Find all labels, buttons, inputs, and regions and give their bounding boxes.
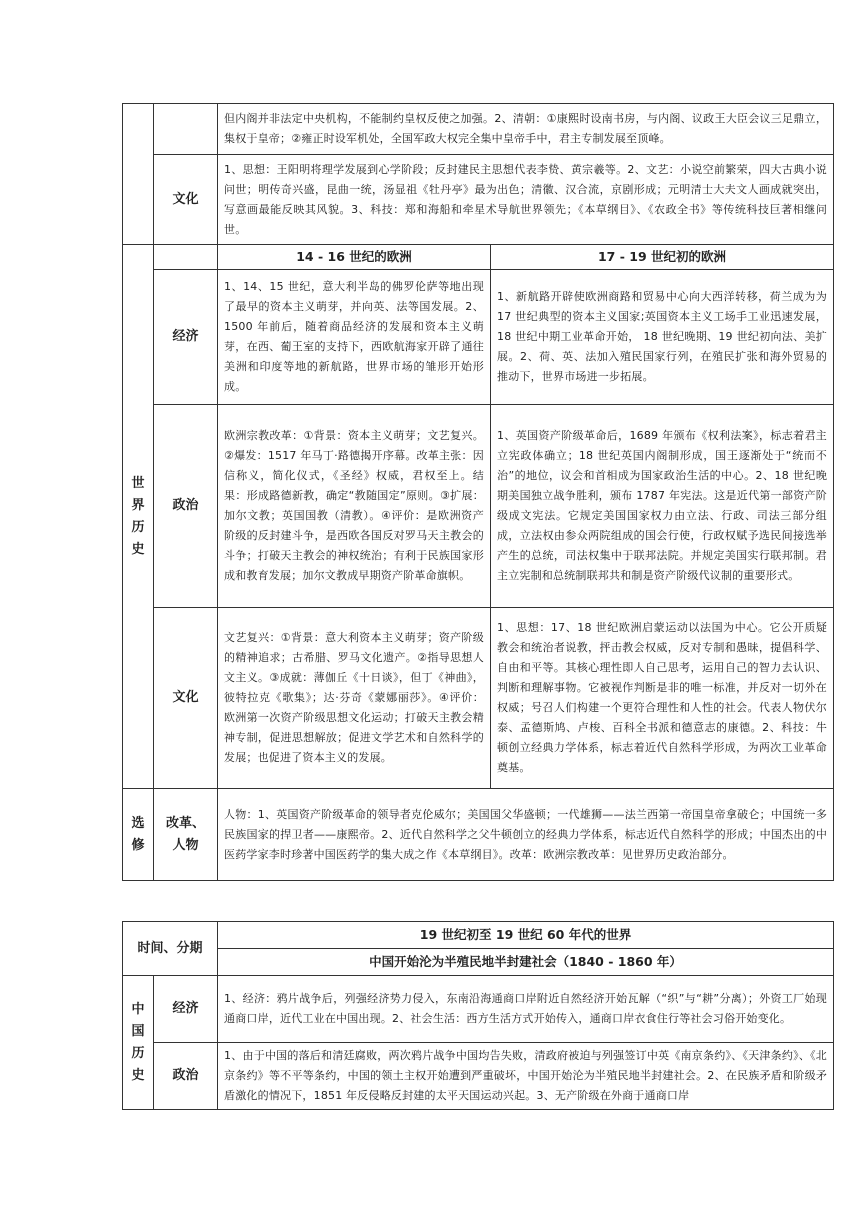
world-history-label bbox=[123, 245, 154, 789]
world-culture-14-16-text: 文艺复兴：①背景：意大利资本主义萌芽；资产阶级的精神追求；古希腊、罗马文化遗产。②指导思想人文主义。③成就：薄伽丘《十日谈》，但丁《神曲》，彼特拉克《歌集》；达·芬奇《蒙娜丽莎》。④评价：欧洲第一次资产阶级思想文化运动；打破天主教会精神专制，促进思想解放；促进文学艺术和自然科学的发展；也促进了资本主义的发展。 bbox=[218, 608, 491, 789]
period-subtitle: 中国开始沦为半殖民地半封建社会（1840 - 1860 年） bbox=[218, 949, 834, 976]
world-economy-17-19-text: 1、新航路开辟使欧洲商路和贸易中心向大西洋转移，荷兰成为为 17 世纪典型的资本主义国家;英国资本主义工场手工业迅速发展，18 世纪中期工业革命开始， 18 世纪晚期、19 世纪初向法、美扩展。2、荷、英、法加入殖民国家行列，在殖民扩张和海外贸易的推动下，世界市场进一步拓展。 bbox=[491, 270, 834, 405]
europe-17-19-title: 17 - 19 世纪初的欧洲 bbox=[491, 245, 834, 270]
china-economy-row bbox=[123, 976, 834, 1043]
elective-row bbox=[123, 789, 834, 881]
world-economy-row bbox=[123, 270, 834, 405]
china-politics-continued-text: 但内阁并非法定中央机构，不能制约皇权反使之加强。2、清朝：①康熙时设南书房，与内阁、议政王大臣会议三足鼎立，集权于皇帝；②雍正时设军机处，全国军政大权完全集中皇帝手中，君主专制发展至顶峰。 bbox=[218, 104, 834, 155]
history-table-upper bbox=[122, 103, 834, 881]
china-culture-row bbox=[123, 155, 834, 245]
history-table-lower bbox=[122, 921, 834, 1110]
china-politics-text: 1、由于中国的落后和清廷腐败，两次鸦片战争中国均告失败，清政府被迫与列强签订中英《南京条约》、《天津条约》、《北京条约》等不平等条约，中国的领土主权开始遭到严重破坏，中国开始沦为半殖民地半封建社会。2、在民族矛盾和阶级矛盾激化的情况下，1851 年反侵略反封建的太平天国运动兴起。3、无产阶级在外商于通商口岸 bbox=[218, 1043, 834, 1110]
time-period-label: 时间、分期 bbox=[123, 922, 218, 976]
elective-label bbox=[123, 789, 154, 881]
period-title: 19 世纪初至 19 世纪 60 年代的世界 bbox=[218, 922, 834, 949]
china-politics-label: 政治 bbox=[154, 1043, 218, 1110]
world-politics-label: 政治 bbox=[154, 405, 218, 608]
elective-sub-label bbox=[154, 789, 218, 881]
china-economy-label: 经济 bbox=[154, 976, 218, 1043]
world-economy-label: 经济 bbox=[154, 270, 218, 405]
world-economy-14-16-text: 1、14、15 世纪，意大利半岛的佛罗伦萨等地出现了最早的资本主义萌芽，并向英、法等国发展。2、1500 年前后，随着商品经济的发展和资本主义萌芽，在西、葡王室的支持下，西欧航海家开辟了通往美洲和印度等地的新航路，世界市场的雏形开始形成。 bbox=[218, 270, 491, 405]
world-history-label-text: 世界历史 bbox=[131, 475, 145, 557]
period-title-row bbox=[123, 922, 834, 949]
world-politics-14-16-text: 欧洲宗教改革：①背景：资本主义萌芽；文艺复兴。②爆发：1517 年马丁·路德揭开序幕。改革主张：因信称义，简化仪式，《圣经》权威，君权至上。结果：形成路德新教，确定“教随国定”原则。③扩展：加尔文教；英国国教（清教）。④评价：是欧洲资产阶级的反封建斗争，是西欧各国反对罗马天主教会的斗争；打破天主教会的神权统治；有利于民族国家形成和教育发展；加尔文教成早期资产阶革命旗帜。 bbox=[218, 405, 491, 608]
europe-14-16-title: 14 - 16 世纪的欧洲 bbox=[218, 245, 491, 270]
china-economy-text: 1、经济：鸦片战争后，列强经济势力侵入，东南沿海通商口岸附近自然经济开始瓦解（“织”与“耕”分离）；外资工厂始现通商口岸，近代工业在中国出现。2、社会生活：西方生活方式开始传入，通商口岸衣食住行等社会习俗开始变化。 bbox=[218, 976, 834, 1043]
china-history-label bbox=[123, 976, 154, 1110]
world-culture-label: 文化 bbox=[154, 608, 218, 789]
world-culture-row bbox=[123, 608, 834, 789]
china-politics-label-cell-continued bbox=[154, 104, 218, 155]
world-politics-17-19-text: 1、英国资产阶级革命后，1689 年颁布《权利法案》，标志着君主立宪政体确立；18 世纪英国内阁制形成，国王逐渐处于“统而不治”的地位，议会和首相成为国家政治生活的中心。2、18 世纪晚期美国独立战争胜利，颁布 1787 年宪法。这是近代第一部资产阶级成文宪法。它规定美国国家权力由立法、行政、司法三部分组成，立法权由参众两院组成的国会行使，行政权赋予选民间接选举产生的总统，司法权集中于联邦法院。并规定美国实行联邦制。君主立宪制和总统制联邦共和制是资产阶级代议制的重要形式。 bbox=[491, 405, 834, 608]
china-politics-row bbox=[123, 1043, 834, 1110]
china-history-label-text: 中国历史 bbox=[131, 1001, 145, 1083]
world-header-empty bbox=[154, 245, 218, 270]
elective-sub-label-text: 改革、人物 bbox=[165, 815, 205, 853]
world-header-row bbox=[123, 245, 834, 270]
china-culture-label: 文化 bbox=[154, 155, 218, 245]
elective-text: 人物：1、英国资产阶级革命的领导者克伦威尔；美国国父华盛顿；一代雄狮——法兰西第一帝国皇帝拿破仑；中国统一多民族国家的捍卫者——康熙帝。2、近代自然科学之父牛顿创立的经典力学体系，标志近代自然科学的形成；中国杰出的中医药学家李时珍著中国医药学的集大成之作《本草纲目》。改革：欧洲宗教改革：见世界历史政治部分。 bbox=[218, 789, 834, 881]
world-politics-row bbox=[123, 405, 834, 608]
china-history-cell-continued bbox=[123, 104, 154, 245]
world-culture-17-19-text: 1、思想：17、18 世纪欧洲启蒙运动以法国为中心。它公开质疑教会和统治者说教，抨击教会权威，反对专制和愚昧，提倡科学、自由和平等。其核心理性即人自己思考，运用自己的智力去认识、判断和理解事物。它被视作判断是非的唯一标准，并反对一切外在权威；号召人们构建一个更符合理性和人性的社会。代表人物伏尔泰、孟德斯鸠、卢梭、百科全书派和德意志的康德。2、科技：牛顿创立经典力学体系，标志着近代自然科学形成，为两次工业革命奠基。 bbox=[491, 608, 834, 789]
elective-label-text: 选修 bbox=[131, 815, 145, 853]
china-politics-continued-row bbox=[123, 104, 834, 155]
china-culture-text: 1、思想：王阳明将理学发展到心学阶段；反封建民主思想代表李贽、黄宗羲等。2、文艺：小说空前繁荣，四大古典小说问世；明传奇兴盛，昆曲一统，汤显祖《牡丹亭》最为出色；清徽、汉合流，京剧形成；元明清士大夫文人画成就突出，写意画最能反映其风貌。3、科技：郑和海船和牵星术导航世界领先；《本草纲目》、《农政全书》等传统科技巨著相继问世。 bbox=[218, 155, 834, 245]
period-subtitle-row bbox=[123, 949, 834, 976]
